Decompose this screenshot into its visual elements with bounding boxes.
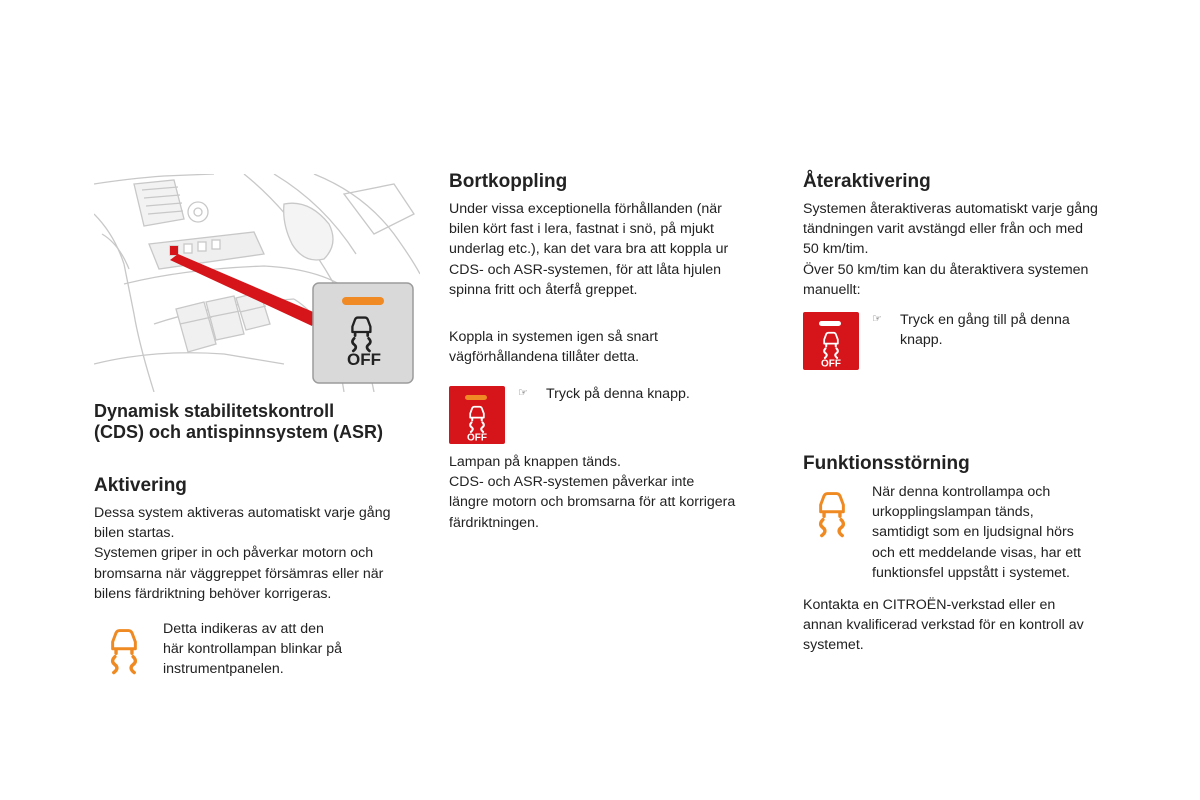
text-line: CDS- och ASR-systemen påverkar inte (449, 474, 695, 491)
malfunction-note (872, 482, 1081, 583)
disable-heading: Bortkoppling (449, 171, 568, 192)
text-line: längre motorn och bromsarna för att korrigera (449, 494, 736, 511)
text-line: spinna fritt och återfå greppet. (449, 281, 638, 298)
activation-heading: Aktivering (94, 475, 187, 496)
switch-off-label: OFF (347, 350, 381, 369)
text-line: bromsarna när väggreppet försämras eller när (94, 565, 384, 582)
reconnect-paragraph (449, 327, 658, 367)
text-line: bilens färdriktning behöver korrigeras. (94, 585, 332, 602)
pointing-hand-icon: ☞ (872, 313, 882, 325)
text-line: Systemen återaktiveras automatiskt varje gång (803, 201, 1098, 217)
text-line: Kontakta en CITROËN-verkstad eller en (803, 597, 1056, 613)
text-line: och ett meddelande visas, har ett (872, 544, 1081, 561)
esp-off-button-lit (449, 386, 505, 444)
switch-highlight (170, 246, 178, 255)
esp-off-button (803, 312, 859, 370)
malfunction-heading: Funktionsstörning (803, 453, 970, 474)
text-line: När denna kontrollampa och (872, 484, 1051, 500)
skid-warning-icon (810, 489, 854, 544)
disable-paragraph (449, 199, 728, 300)
activation-note (163, 619, 342, 680)
text-line: Systemen griper in och påverkar motorn och (94, 545, 374, 562)
text-line: Dessa system aktiveras automatiskt varje gång (94, 505, 391, 521)
text-line: Detta indikeras av att den (163, 621, 324, 637)
text-line: systemet. (803, 637, 864, 654)
text-line: bilen kört fast i lera, fastnat i snö, på mjukt (449, 221, 714, 238)
text-line: knapp. (900, 332, 943, 349)
button-off-label: OFF (467, 432, 487, 444)
text-line: Lampan på knappen tänds. (449, 454, 621, 470)
dashboard-drawing (94, 174, 420, 392)
text-line: tändningen varit avstängd eller från och med (803, 221, 1083, 238)
text-line: underlag etc.), kan det vara bra att koppla ur (449, 241, 729, 258)
white-led (819, 321, 841, 326)
text-line: här kontrollampan blinkar på (163, 641, 343, 658)
section-title (94, 401, 383, 443)
text-line: CDS- och ASR-systemen, för att låta hjulen (449, 261, 722, 278)
skid-warning-icon (102, 626, 146, 681)
text-line: annan kvalificerad verkstad för en kontroll av (803, 617, 1084, 634)
button-off-label: OFF (821, 358, 841, 370)
text-line: funktionsfel uppstått i systemet. (872, 564, 1070, 581)
text-line: Under vissa exceptionella förhållanden (när (449, 201, 722, 217)
text-line: bilen startas. (94, 525, 175, 542)
reactivation-step (900, 310, 1070, 350)
lamp-paragraph (449, 452, 735, 533)
text-line: Tryck en gång till på denna (900, 312, 1070, 328)
reactivation-paragraph (803, 199, 1098, 300)
text-line: Koppla in systemen igen så snart (449, 329, 658, 345)
reactivation-heading: Återaktivering (803, 171, 931, 192)
activation-paragraph (94, 503, 390, 604)
orange-led (465, 395, 487, 400)
dashboard-illustration (94, 174, 420, 392)
text-line: urkopplingslampan tänds, (872, 504, 1034, 521)
text-line: samtidigt som en ljudsignal hörs (872, 524, 1074, 541)
text-line: färdriktningen. (449, 514, 539, 531)
section-title-line: Dynamisk stabilitetskontroll (94, 401, 335, 421)
text-line: vägförhållandena tillåter detta. (449, 349, 640, 366)
workshop-paragraph (803, 595, 1084, 656)
section-title-line: (CDS) och antispinnsystem (ASR) (94, 422, 384, 442)
pointing-hand-icon: ☞ (518, 387, 528, 399)
text-line: 50 km/tim. (803, 241, 869, 258)
disable-step: Tryck på denna knapp. (546, 386, 690, 402)
text-line: manuellt: (803, 281, 861, 298)
text-line: instrumentpanelen. (163, 661, 284, 678)
text-line: Över 50 km/tim kan du återaktivera systemen (803, 261, 1089, 278)
